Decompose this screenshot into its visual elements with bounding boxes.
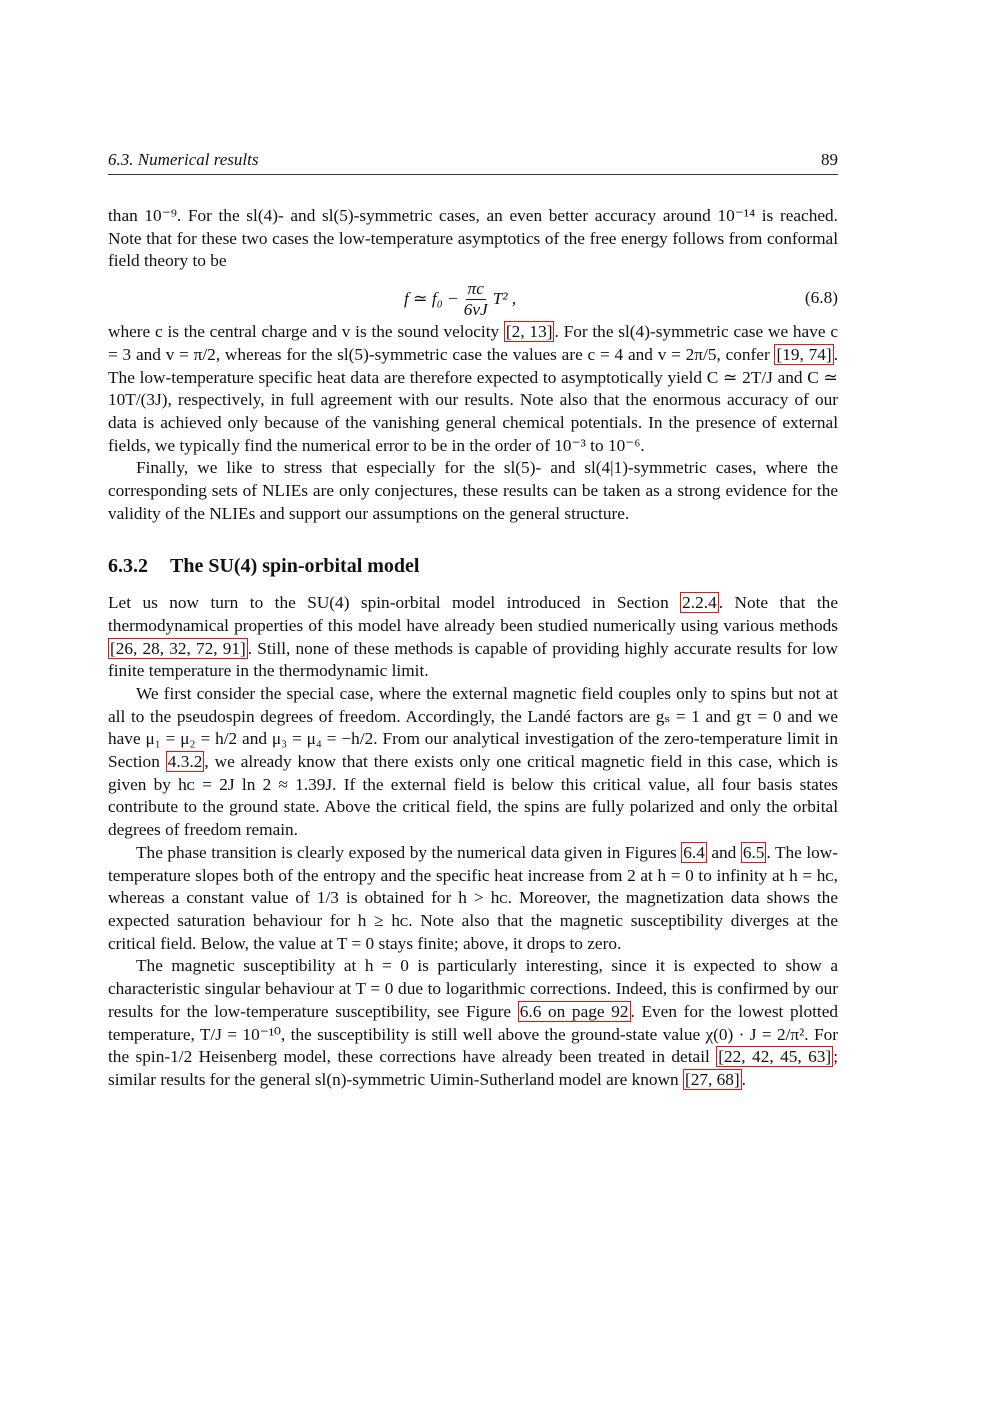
p2-text-a: where c is the central charge and v is the sound velocity bbox=[108, 322, 504, 342]
p2-text-b: . For the sl(4)-symmetric case we have c = 3 and v = π/2, whereas for the sl(5)-symmetric case the values are c = 4 and v = 2π/5, confer bbox=[108, 322, 838, 364]
citation-link[interactable]: [26, 28, 32, 72, 91] bbox=[110, 638, 246, 658]
page-body bbox=[108, 205, 838, 1092]
paragraph-2 bbox=[108, 321, 838, 457]
section-link[interactable]: 4.3.2 bbox=[167, 752, 203, 772]
section-link[interactable]: 2.2.4 bbox=[682, 593, 717, 613]
equation-expression bbox=[404, 279, 516, 320]
citation-link[interactable]: [27, 68] bbox=[684, 1069, 740, 1089]
paragraph-6 bbox=[108, 842, 838, 956]
equation-denominator: 6vJ bbox=[463, 300, 488, 320]
paragraph-3: Finally, we like to stress that especially for the sl(5)- and sl(4|1)-symmetric cases, where the corresponding sets of NLIEs are only conjectures, these results can be taken as a strong evidence for the validity of the NLIEs and support our assumptions on the general structure. bbox=[108, 458, 838, 523]
p6-text-and: and bbox=[706, 842, 741, 862]
p6-text-b: . The low-temperature slopes both of the entropy and the specific heat increase from 2 at h = 0 to infinity at h = hᴄ, whereas a constant value of 1/3 is obtained for h > hᴄ. Moreover, the magnetization data shows the expected saturation behaviour for h ≥ hᴄ. Note also that the magnetic susceptibility diverges at the critical field. Below, the value at T = 0 stays finite; above, it drops to zero. bbox=[108, 842, 839, 953]
p5-text-a: We first consider the special case, where the external magnetic field couples only to spins but not at all to the pseudospin degrees of freedom. Accordingly, the Landé factors are gₛ = 1 and gτ = 0 and we have μ₁ = μ₂ = h/2 and μ₃ = μ₄ = −h/2. From our analytical investigation of the zero-temperature limit in Section bbox=[108, 683, 838, 772]
equation-rhs: T² , bbox=[492, 289, 517, 309]
p7-text-a: The magnetic susceptibility at h = 0 is particularly interesting, since it is expected to show a characteristic singular behaviour at T = 0 due to logarithmic corrections. Indeed, this is confirmed by our results for the low-temperature susceptibility, see Figure bbox=[108, 956, 838, 1021]
p7-text-d: . bbox=[741, 1069, 746, 1089]
figure-link[interactable]: 6.6 on page 92 bbox=[519, 1001, 629, 1021]
section-number: 6.3.2 bbox=[108, 555, 148, 578]
figure-link[interactable]: 6.5 bbox=[742, 842, 765, 862]
paper-page bbox=[108, 150, 838, 1092]
p5-text-b: , we already know that there exists only one critical magnetic field in this case, which is given by hᴄ = 2J ln 2 ≈ 1.39J. If the external field is below this critical value, all four basis states contribute to the ground state. Above the critical field, the spins are fully polarized and only the orbital degrees of freedom remain. bbox=[108, 752, 838, 840]
equation-number: (6.8) bbox=[804, 288, 838, 308]
citation-link[interactable]: [2, 13] bbox=[505, 322, 553, 342]
page-number: 89 bbox=[821, 150, 838, 169]
paragraph-4 bbox=[108, 592, 838, 683]
equation-numerator: πc bbox=[467, 279, 484, 299]
p4-text-b: . Note that the thermodynamical properties of this model have already been studied numerically using various methods bbox=[108, 593, 838, 635]
section-heading bbox=[108, 555, 838, 578]
p6-text-a: The phase transition is clearly exposed by the numerical data given in Figures bbox=[136, 842, 682, 862]
p7-text-c: ; similar results for the general sl(n)-symmetric Uimin-Sutherland model are known bbox=[108, 1047, 839, 1089]
p4-text-a: Let us now turn to the SU(4) spin-orbital model introduced in Section bbox=[108, 593, 681, 613]
p4-text-c: . Still, none of these methods is capable of providing highly accurate results for low finite temperature in the thermodynamic limit. bbox=[108, 638, 838, 681]
equation-fraction bbox=[464, 279, 488, 320]
citation-link[interactable]: [22, 42, 45, 63] bbox=[718, 1047, 832, 1067]
running-header bbox=[108, 150, 838, 175]
header-section-title: 6.3. Numerical results bbox=[108, 150, 259, 169]
figure-link[interactable]: 6.4 bbox=[683, 842, 705, 862]
section-title: The SU(4) spin-orbital model bbox=[170, 555, 420, 578]
paragraph-5 bbox=[108, 683, 838, 842]
p7-text-b: . Even for the lowest plotted temperature, T/J = 10⁻¹⁰, the susceptibility is still well above the ground-state value χ(0) · J = 2/π². For the spin-1/2 Heisenberg model, these corrections have already been treated in detail bbox=[108, 1001, 838, 1067]
paragraph-7 bbox=[108, 955, 838, 1091]
p2-text-c: . The low-temperature specific heat data are therefore expected to asymptotically yield C ≃ 2T/J and C ≃ 10T/(3J), respectively, in full agreement with our results. Note also that the enormous accuracy of our data is achieved only because of the vanishing general chemical potentials. In the presence of external fields, we typically find the numerical error to be in the order of 10⁻³ to 10⁻⁶. bbox=[108, 344, 838, 455]
citation-link[interactable]: [19, 74] bbox=[776, 344, 832, 364]
equation-6-8 bbox=[108, 273, 838, 321]
paragraph-1: than 10⁻⁹. For the sl(4)- and sl(5)-symmetric cases, an even better accuracy around 10⁻¹⁴ is reached. Note that for these two cases the low-temperature asymptotics of the free energy follows from conformal field theory to be bbox=[108, 206, 838, 271]
equation-lhs: f ≃ f₀ − bbox=[404, 289, 459, 309]
